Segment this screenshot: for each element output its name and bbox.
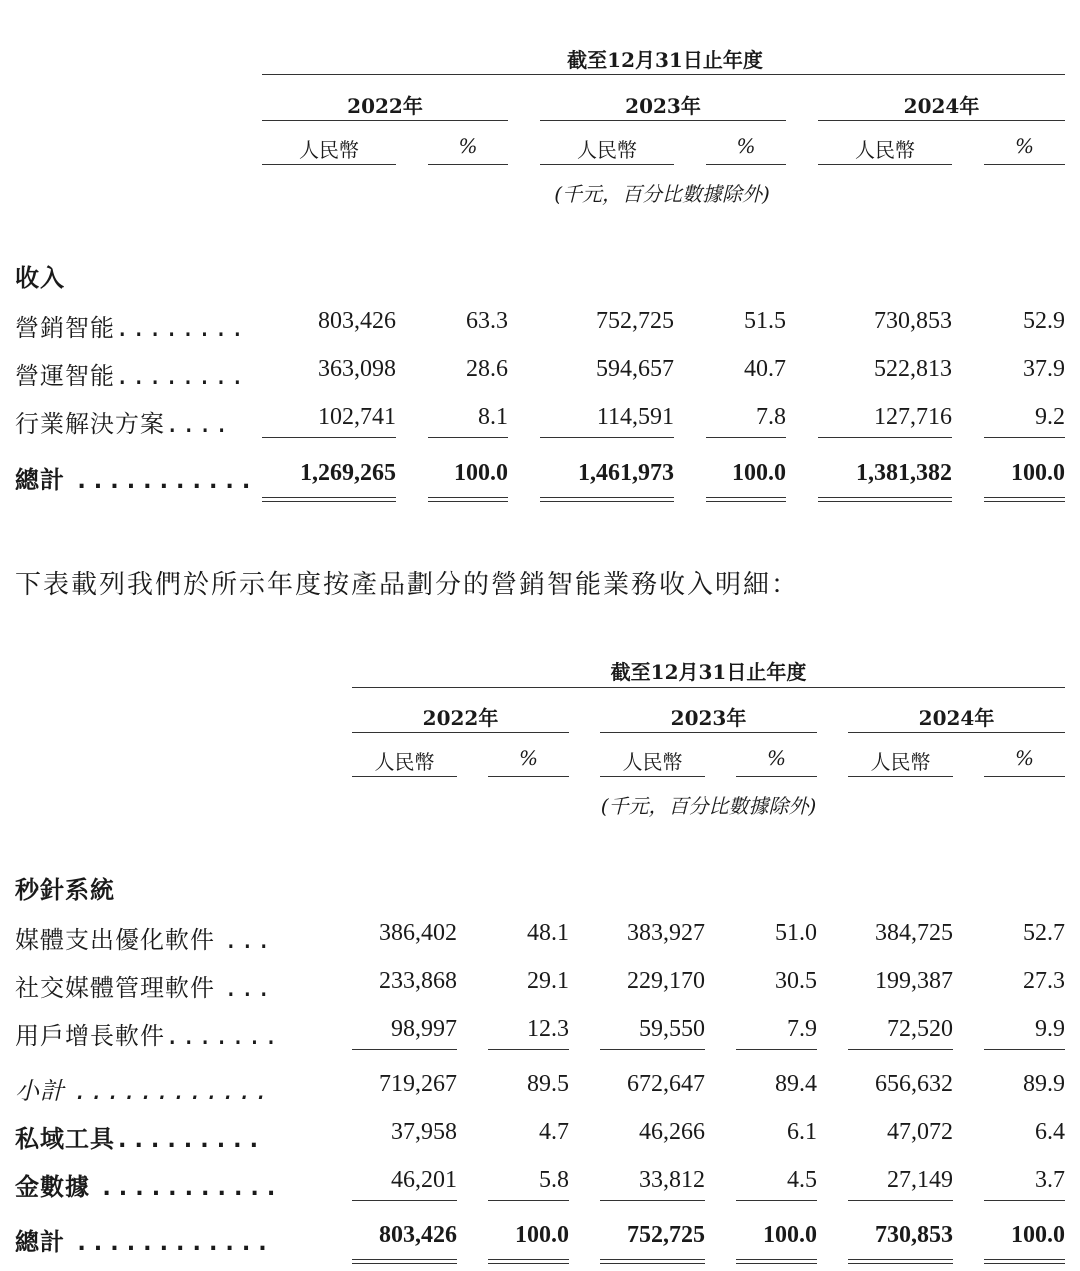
table-cell: 6.1 [787, 1119, 817, 1145]
table-cell: 27.3 [1023, 968, 1065, 994]
table-cell: 102,741 [318, 404, 396, 430]
subtotal-label: 小計 ............ [15, 1077, 272, 1105]
row-label: 用戶增長軟件....... [15, 1022, 281, 1050]
table-cell: 46,201 [391, 1167, 457, 1193]
row-label: 營銷智能........ [15, 314, 247, 342]
table-cell: 12.3 [527, 1016, 569, 1042]
table-cell: 98,997 [391, 1016, 457, 1042]
total-label: 總計 ........... [15, 466, 256, 494]
total-cell: 803,426 [379, 1222, 457, 1248]
currency-label: 人民幣 [855, 138, 915, 162]
table-cell: 51.0 [775, 920, 817, 946]
unit-note: (千元，百分比數據除外) [554, 182, 770, 206]
currency-label: 人民幣 [374, 750, 435, 774]
table-cell: 6.4 [1035, 1119, 1065, 1145]
subtotal-cell: 89.9 [1023, 1071, 1065, 1097]
table-cell: 30.5 [775, 968, 817, 994]
year-header-2022: 2022年 [422, 706, 499, 730]
total-cell: 100.0 [763, 1222, 817, 1248]
intro-paragraph: 下表載列我們於所示年度按產品劃分的營銷智能業務收入明細： [15, 570, 800, 600]
table-cell: 4.7 [539, 1119, 569, 1145]
currency-label: 人民幣 [870, 750, 931, 774]
table-cell: 72,520 [887, 1016, 953, 1042]
table-cell: 730,853 [874, 308, 952, 334]
table-cell: 33,812 [639, 1167, 705, 1193]
table-cell: 233,868 [379, 968, 457, 994]
year-header-2023: 2023年 [625, 94, 701, 118]
unit-note: (千元，百分比數據除外) [600, 794, 817, 818]
table-cell: 27,149 [887, 1167, 953, 1193]
percent-label: % [736, 134, 756, 158]
table-cell: 40.7 [744, 356, 786, 382]
table-cell: 63.3 [466, 308, 508, 334]
table-cell: 29.1 [527, 968, 569, 994]
total-cell: 100.0 [454, 460, 508, 486]
total-label: 總計 ............ [15, 1228, 272, 1256]
table-cell: 594,657 [596, 356, 674, 382]
total-cell: 1,381,382 [856, 460, 952, 486]
table-cell: 8.1 [478, 404, 508, 430]
percent-label: % [458, 134, 478, 158]
total-cell: 730,853 [875, 1222, 953, 1248]
subtotal-cell: 89.5 [527, 1071, 569, 1097]
table-cell: 51.5 [744, 308, 786, 334]
table-cell: 383,927 [627, 920, 705, 946]
table-cell: 386,402 [379, 920, 457, 946]
year-header-2024: 2024年 [903, 94, 980, 118]
table-cell: 48.1 [527, 920, 569, 946]
total-cell: 100.0 [732, 460, 786, 486]
table-cell: 363,098 [318, 356, 396, 382]
table-cell: 59,550 [639, 1016, 705, 1042]
row-label: 行業解決方案.... [15, 410, 231, 438]
currency-label: 人民幣 [577, 138, 637, 162]
year-header-2024: 2024年 [918, 706, 995, 730]
table-cell: 7.9 [787, 1016, 817, 1042]
total-cell: 1,269,265 [300, 460, 396, 486]
total-cell: 752,725 [627, 1222, 705, 1248]
percent-label: % [1014, 134, 1034, 158]
table-cell: 384,725 [875, 920, 953, 946]
table-cell: 9.2 [1035, 404, 1065, 430]
row-label: 媒體支出優化軟件 ... [15, 926, 273, 954]
year-header-2022: 2022年 [347, 94, 423, 118]
table-cell: 803,426 [318, 308, 396, 334]
percent-label: % [766, 746, 786, 770]
table-cell: 522,813 [874, 356, 952, 382]
subtotal-cell: 656,632 [875, 1071, 953, 1097]
table-cell: 114,591 [596, 404, 674, 430]
year-header-2023: 2023年 [670, 706, 747, 730]
table-cell: 9.9 [1035, 1016, 1065, 1042]
currency-label: 人民幣 [622, 750, 683, 774]
row-label: 私域工具......... [15, 1125, 264, 1153]
table-cell: 3.7 [1035, 1167, 1065, 1193]
percent-label: % [1014, 746, 1034, 770]
table-cell: 5.8 [539, 1167, 569, 1193]
total-cell: 1,461,973 [578, 460, 674, 486]
table-cell: 4.5 [787, 1167, 817, 1193]
total-cell: 100.0 [1011, 1222, 1065, 1248]
table-cell: 52.9 [1023, 308, 1065, 334]
table-cell: 229,170 [627, 968, 705, 994]
table-cell: 752,725 [596, 308, 674, 334]
section-title: 收入 [15, 264, 65, 292]
table-cell: 52.7 [1023, 920, 1065, 946]
subtotal-cell: 719,267 [379, 1071, 457, 1097]
row-label: 社交媒體管理軟件 ... [15, 974, 273, 1002]
subtotal-cell: 672,647 [627, 1071, 705, 1097]
table-cell: 28.6 [466, 356, 508, 382]
table-cell: 47,072 [887, 1119, 953, 1145]
row-label: 金數據 ........... [15, 1173, 281, 1201]
table-cell: 199,387 [875, 968, 953, 994]
period-header: 截至12月31日止年度 [610, 660, 807, 684]
row-label: 營運智能........ [15, 362, 247, 390]
total-cell: 100.0 [1011, 460, 1065, 486]
period-header: 截至12月31日止年度 [567, 48, 763, 72]
percent-label: % [518, 746, 538, 770]
total-cell: 100.0 [515, 1222, 569, 1248]
currency-label: 人民幣 [299, 138, 359, 162]
table-cell: 46,266 [639, 1119, 705, 1145]
table-cell: 37.9 [1023, 356, 1065, 382]
subtotal-cell: 89.4 [775, 1071, 817, 1097]
table-cell: 127,716 [874, 404, 952, 430]
table-cell: 37,958 [391, 1119, 457, 1145]
section-title: 秒針系統 [15, 876, 115, 904]
table-cell: 7.8 [756, 404, 786, 430]
